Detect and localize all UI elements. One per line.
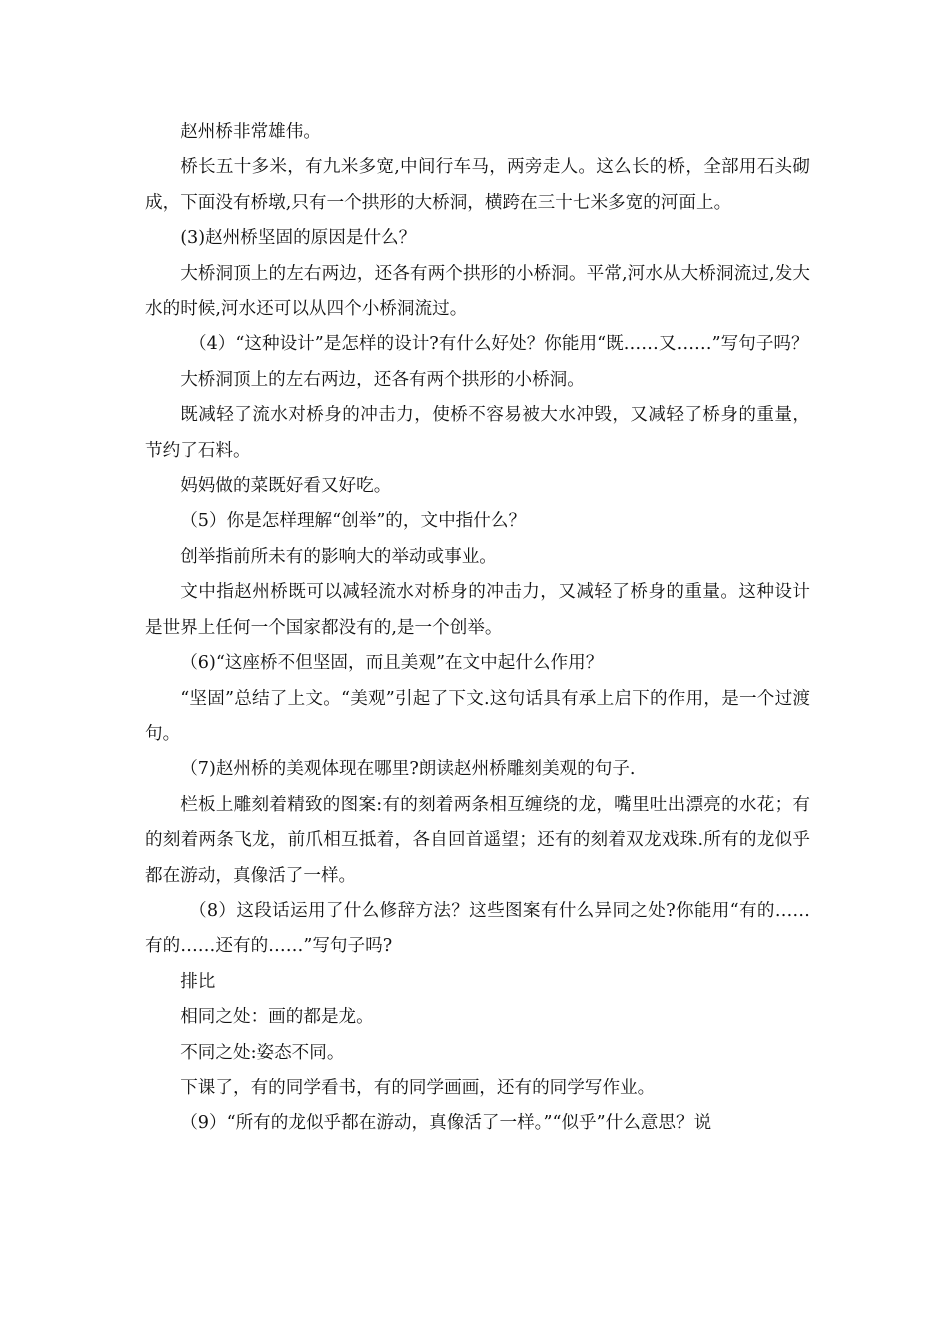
paragraph-2: 桥长五十多米，有九米多宽,中间行车马，两旁走人。这么长的桥，全部用石头砌成，下面没有桥墩,只有一个拱形的大桥洞，横跨在三十七米多宽的河面上。 bbox=[145, 157, 810, 213]
answer-8-b: 相同之处：画的都是龙。 bbox=[180, 1007, 374, 1028]
question-5: （5）你是怎样理解“创举”的，文中指什么？ bbox=[180, 511, 527, 532]
answer-4-a: 大桥洞顶上的左右两边，还各有两个拱形的小桥洞。 bbox=[180, 369, 585, 390]
question-7: （7)赵州桥的美观体现在哪里?朗读赵州桥雕刻美观的句子. bbox=[180, 759, 636, 780]
question-8: （8）这段话运用了什么修辞方法？这些图案有什么异同之处?你能用“有的……有的……还有的……”写句子吗? bbox=[145, 900, 810, 957]
answer-7: 栏板上雕刻着精致的图案:有的刻着两条相互缠绕的龙，嘴里吐出漂亮的水花；有的刻着两条飞龙，前爪相互抵着，各自回首遥望；还有的刻着双龙戏珠.所有的龙似乎都在游动，真像活了一样。 bbox=[145, 794, 810, 886]
answer-8-d: 下课了，有的同学看书，有的同学画画，还有的同学写作业。 bbox=[180, 1077, 656, 1098]
document-body bbox=[145, 115, 810, 1142]
question-4: （4）“这种设计”是怎样的设计?有什么好处？你能用“既……又……”写句子吗？ bbox=[189, 334, 809, 355]
question-6: （6)“这座桥不但坚固，而且美观”在文中起什么作用？ bbox=[180, 653, 604, 674]
answer-5-a: 创举指前所未有的影响大的举动或事业。 bbox=[180, 546, 497, 567]
paragraph-1: 赵州桥非常雄伟。 bbox=[180, 122, 321, 142]
answer-8-c: 不同之处:姿态不同。 bbox=[180, 1042, 345, 1063]
question-9: （9）“所有的龙似乎都在游动，真像活了一样。”“似乎”什么意思？说 bbox=[180, 1113, 712, 1134]
answer-4-c: 妈妈做的菜既好看又好吃。 bbox=[180, 476, 392, 497]
answer-5-b: 文中指赵州桥既可以减轻流水对桥身的冲击力，又减轻了桥身的重量。这种设计是世界上任何一个国家都没有的,是一个创举。 bbox=[145, 582, 810, 638]
answer-3: 大桥洞顶上的左右两边，还各有两个拱形的小桥洞。平常,河水从大桥洞流过,发大水的时候,河水还可以从四个小桥洞流过。 bbox=[145, 263, 810, 320]
answer-4-b: 既减轻了流水对桥身的冲击力，使桥不容易被大水冲毁，又减轻了桥身的重量，节约了石料。 bbox=[145, 405, 810, 461]
answer-8-a: 排比 bbox=[180, 971, 216, 992]
answer-6: “坚固”总结了上文。“美观”引起了下文.这句话具有承上启下的作用，是一个过渡句。 bbox=[145, 688, 810, 744]
question-3: (3)赵州桥坚固的原因是什么？ bbox=[180, 228, 417, 249]
